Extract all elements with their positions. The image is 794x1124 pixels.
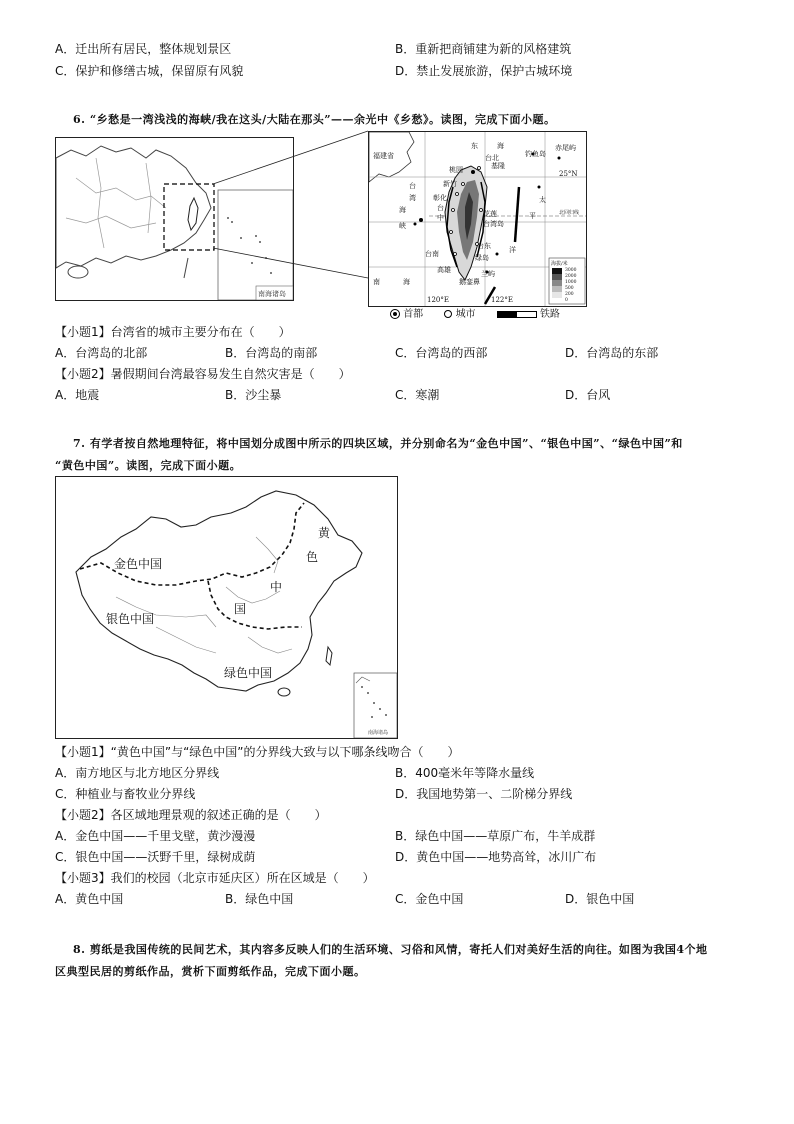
label-haixia-hai: 海 [399,206,406,214]
map-symbol-legend [390,308,560,322]
legend-val-1: 2000 [565,274,577,279]
question-text-line1: 剪纸是我国传统的民间艺术，其内容多反映人们的生活环境、习俗和风情，寄托人们对美好生活的向往。如图为我国4个地 [89,943,708,956]
option-d[interactable]: D．台湾岛的东部 [565,346,659,360]
legend-val-0: 3000 [565,268,577,273]
option-c[interactable]: C．种植业与畜牧业分界线 [55,787,196,801]
legend-val-2: 1000 [565,280,577,285]
label-xinzhu: 新竹 [443,180,457,188]
label-tai-right: 太 [539,196,546,204]
q7-sub2-options-row2 [55,848,745,866]
label-taidong: 台东 [477,242,491,250]
option-c[interactable]: C．寒潮 [395,388,440,402]
option-d[interactable]: D．台风 [565,388,611,402]
question-text-line2: “黄色中国”。读图，完成下面小题。 [55,459,242,472]
label-tai-left: 台 [409,182,416,190]
railway-icon [497,311,537,318]
option-c[interactable]: C．台湾岛的西部 [395,346,488,360]
legend-val-5: 0 [565,298,568,303]
legend-val-3: 500 [565,286,574,291]
q7-sub3-options [55,890,745,908]
option-d[interactable]: D．黄色中国——地势高耸，冰川广布 [395,850,597,864]
label-gold-china: 金色中国 [114,557,163,571]
label-silver-china: 银色中国 [106,612,155,626]
label-lanyu: 兰屿 [481,270,495,278]
option-d[interactable]: D．禁止发展旅游，保护古城环境 [395,64,573,78]
label-lvdao: 绿岛 [475,254,489,262]
option-b[interactable]: B．重新把商铺建为新的风格建筑 [395,42,572,56]
label-zhong: 中 [437,214,444,222]
option-b[interactable]: B．400毫米年等降水量线 [395,766,535,780]
label-taibei: 台北 [485,154,499,162]
option-c[interactable]: C．金色中国 [395,892,464,906]
label-wan: 湾 [409,194,416,202]
label-zhong: 中 [270,580,283,594]
q6-sub1-options [55,344,745,362]
label-gaoxiong: 高雄 [437,266,451,274]
taiwan-map [369,132,586,306]
question-text-line2: 区典型民居的剪纸作品，赏析下面剪纸作品，完成下面小题。 [55,965,366,978]
q7-sub2-stem: 【小题2】各区域地理景观的叙述正确的是（ ） [55,808,327,822]
label-se: 色 [306,550,319,564]
label-zhanghua: 彰化 [433,194,447,202]
question-number: 7. [73,437,86,450]
option-a[interactable]: A．金色中国——千里戈壁，黄沙漫漫 [55,829,256,843]
legend-city-label: 城市 [455,309,476,320]
label-xia: 峡 [399,222,406,230]
question-number: 6. [73,113,86,126]
label-nan: 南 [373,278,380,286]
label-diaoyu: 钓鱼岛 [525,150,546,158]
option-a[interactable]: A．南方地区与北方地区分界线 [55,766,220,780]
question-number: 8. [73,943,86,956]
label-tropic: 北回归线 [559,210,580,216]
city-icon [444,310,452,318]
label-chiwei: 赤尾屿 [555,144,576,152]
option-a[interactable]: A．地震 [55,388,100,402]
label-huang: 黄 [318,526,331,540]
label-eluanbi: 鹅銮鼻 [459,278,480,286]
option-a[interactable]: A．黄色中国 [55,892,124,906]
label-hai-top: 海 [497,142,504,150]
legend-capital-label: 首都 [403,309,424,320]
q7-sub3-stem: 【小题3】我们的校园（北京市延庆区）所在区域是（ ） [55,871,375,885]
label-guo: 国 [234,602,247,616]
q7-sub1-options-row2 [55,785,745,803]
china-map [56,477,397,738]
label-dong: 东 [471,142,478,150]
q7-sub2-options-row1 [55,827,745,845]
question-text-line1: 有学者按自然地理特征，将中国划分成图中所示的四块区域，并分别命名为“金色中国”、“银色中国”、“绿色中国”和 [89,437,683,450]
option-a[interactable]: A．迁出所有居民，整体规划景区 [55,42,232,56]
capital-icon [390,309,400,319]
legend-railway-label: 铁路 [539,309,560,320]
q6-taiwan-detail-map [368,131,587,307]
label-ping: 平 [529,212,536,220]
question-8-stem [55,940,745,982]
q7-china-regions-map [55,476,398,739]
label-tai-c: 台 [437,204,444,212]
option-b[interactable]: B．台湾岛的南部 [225,346,318,360]
q7-sub1-options-row1 [55,764,745,782]
label-yang: 洋 [509,246,516,254]
label-tainan: 台南 [425,250,439,258]
question-text: “乡愁是一湾浅浅的海峡/我在这头/大陆在那头”——余光中《乡愁》。读图，完成下面小题。 [89,113,556,126]
option-c[interactable]: C．银色中国——沃野千里，绿树成荫 [55,850,256,864]
label-lon120: 120°E [427,296,449,304]
label-hualian: 花莲 [483,210,497,218]
legend-title: 海拔/米 [551,261,568,267]
option-b[interactable]: B．沙尘暴 [225,388,282,402]
label-taoyuan: 桃园 [449,166,463,174]
inset-label: 南海诸岛 [258,290,286,298]
label-lat25: 25°N [559,170,578,178]
q6-sub1-stem: 【小题1】台湾省的城市主要分布在（ ） [55,325,291,339]
option-b[interactable]: B．绿色中国——草原广布，牛羊成群 [395,829,596,843]
legend-val-4: 200 [565,292,574,297]
option-d[interactable]: D．银色中国 [565,892,635,906]
option-d[interactable]: D．我国地势第一、二阶梯分界线 [395,787,573,801]
question-7-stem [55,434,745,476]
label-green-china: 绿色中国 [224,666,273,680]
option-c[interactable]: C．保护和修缮古城，保留原有风貌 [55,64,244,78]
elevation-legend [549,258,585,304]
inset-label: 南海诸岛 [368,730,389,736]
q6-sub2-stem: 【小题2】暑假期间台湾最容易发生自然灾害是（ ） [55,367,351,381]
q6-sub2-options [55,386,745,404]
option-a[interactable]: A．台湾岛的北部 [55,346,148,360]
label-lon122: 122°E [491,296,513,304]
label-taiwan-dao: 台湾岛 [483,220,504,228]
option-b[interactable]: B．绿色中国 [225,892,294,906]
label-jilong: 基隆 [491,162,505,170]
label-hai-bottom: 海 [403,278,410,286]
label-fujian: 福建省 [373,152,394,160]
q7-sub1-stem: 【小题1】“黄色中国”与“绿色中国”的分界线大致与以下哪条线吻合（ ） [55,745,460,759]
